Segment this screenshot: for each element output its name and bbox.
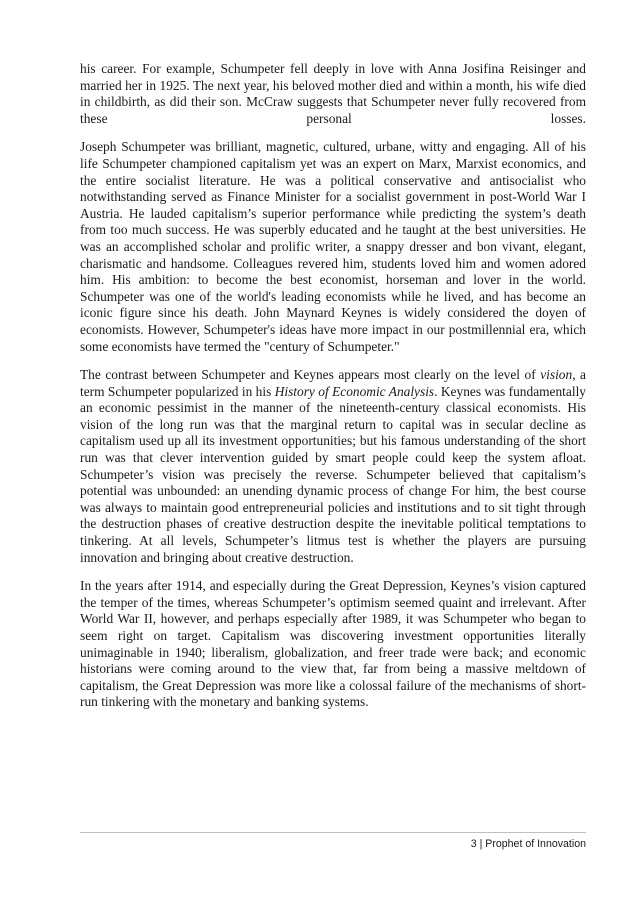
paragraph-3-text-b: , a term Schumpeter popularized in his xyxy=(80,367,587,399)
page-footer: 3 | Prophet of Innovation xyxy=(470,838,586,850)
paragraph-3-text-a: The contrast between Schumpeter and Keynes appears most clearly on the level of xyxy=(80,367,541,383)
paragraph-3 xyxy=(80,367,586,566)
paragraph-1: his career. For example, Schumpeter fell deeply in love with Anna Josifina Reisinger and married her in 1925. The next year, his beloved mother died and within a month, his wife died in childbirth, as did their son. McCraw suggests that Schumpeter never fully recovered from these personal losses. xyxy=(80,61,586,126)
paragraph-3-text-c: . Keynes was fundamentally an economic pessimist in the manner of the nineteenth-century classical economists. His vision of the long run was that the marginal return to capital was in secular decline as capitalism used up all its investment opportunities; but his famous understanding of the short run was that clever intervention guided by smart people could keep the system afloat. Schumpeter’s vision was precisely the reverse. Schumpeter believed that capitalism’s potential was unbounded: an unending dynamic process of change For him, the best course was always to maintain good entrepreneurial policies and institutions and to sit tight through the destruction phases of creative destruction despite the inevitable political temptations to tinkering. At all levels, Schumpeter’s litmus test is whether the players are pursuing innovation and bringing about creative destruction. xyxy=(80,383,586,565)
paragraph-3-italic-vision: vision xyxy=(540,367,573,383)
body-text xyxy=(80,61,586,723)
paragraph-4: In the years after 1914, and especially during the Great Depression, Keynes’s vision captured the temper of the times, whereas Schumpeter’s optimism seemed quaint and irrelevant. After World War II, however, and perhaps especially after 1989, it was Schumpeter who began to seem right on target. Capitalism was discovering investment opportunities literally unimaginable in 1940; liberalism, globalization, and freer trade were back; and economic historians were coming around to the view that, far from being a massive meltdown of capitalism, the Great Depression was more like a colossal failure of the mechanisms of short-run tinkering with the monetary and banking systems. xyxy=(80,578,586,710)
paragraph-2: Joseph Schumpeter was brilliant, magnetic, cultured, urbane, witty and engaging. All of his life Schumpeter championed capitalism yet was an expert on Marx, Marxist economics, and the entire socialist literature. He was a political conservative and antisocialist who notwithstanding served as Finance Minister for a socialist government in post-World War I Austria. He lauded capitalism’s superior performance while predicting the system’s death from too much success. He was superbly educated and he taught at the best universities. He was an accomplished scholar and prolific writer, a snappy dresser and bon vivant, elegant, charismatic and handsome. Colleagues revered him, students loved him and women adored him. His ambition: to become the best economist, horseman and lover in the world. Schumpeter was one of the world's leading economists while he lived, and has become an iconic figure since his death. John Maynard Keynes is widely considered the doyen of economists. However, Schumpeter's ideas have more impact in our postmillennial era, which some economists have termed the "century of Schumpeter." xyxy=(80,139,586,354)
footer-divider xyxy=(80,832,586,833)
paragraph-3-italic-book-title: History of Economic Analysis xyxy=(274,383,435,399)
